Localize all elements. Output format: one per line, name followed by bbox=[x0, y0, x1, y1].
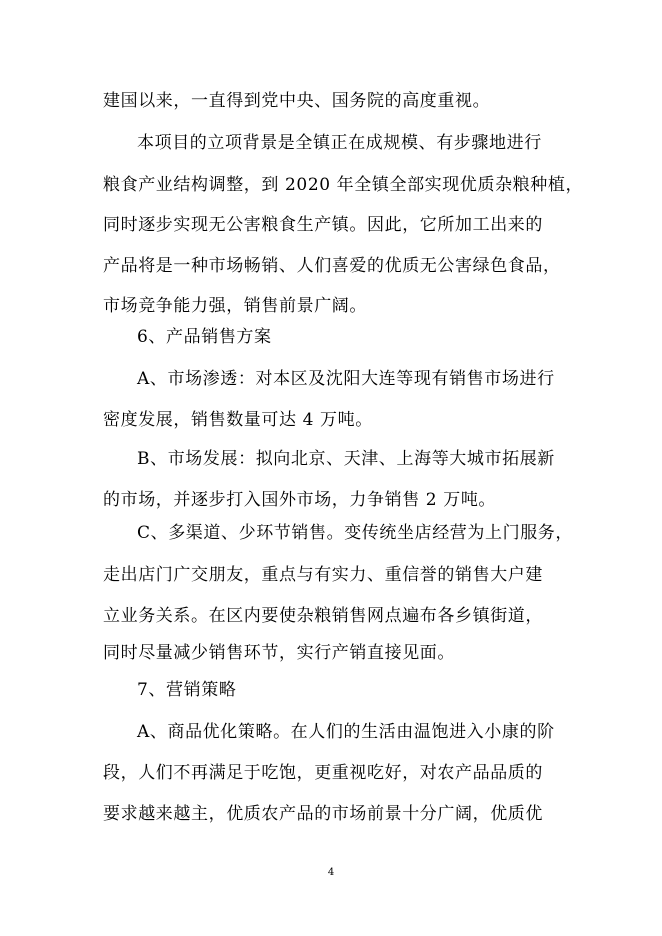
body-text-line: 走出店门广交朋友，重点与有实力、重信誉的销售大户建 bbox=[103, 565, 543, 585]
body-text-line: 密度发展，销售数量可达 4 万吨。 bbox=[103, 410, 373, 430]
body-text-line: 要求越来越主，优质农产品的市场前景十分广阔，优质优 bbox=[103, 804, 543, 824]
body-text-line: 产品将是一种市场畅销、人们喜爱的优质无公害绿色食品， bbox=[103, 256, 561, 276]
page-number: 4 bbox=[327, 867, 335, 878]
section-heading: 6、产品销售方案 bbox=[137, 327, 272, 347]
body-text-line: 同时逐步实现无公害粮食生产镇。因此，它所加工出来的 bbox=[103, 215, 543, 235]
section-heading: 7、营销策略 bbox=[137, 680, 237, 700]
body-text-line: 同时尽量减少销售环节，实行产销直接见面。 bbox=[103, 643, 455, 663]
body-text-line: 市场竞争能力强，销售前景广阔。 bbox=[103, 296, 367, 316]
paragraph-first-line: A、商品优化策略。在人们的生活由温饱进入小康的阶 bbox=[137, 722, 555, 742]
paragraph-first-line: C、多渠道、少环节销售。变传统坐店经营为上门服务， bbox=[137, 523, 574, 543]
body-text-line: 建国以来，一直得到党中央、国务院的高度重视。 bbox=[103, 91, 491, 111]
body-text-line: 的市场，并逐步打入国外市场，力争销售 2 万吨。 bbox=[103, 490, 497, 510]
paragraph-first-line: B、市场发展：拟向北京、天津、上海等大城市拓展新 bbox=[137, 449, 555, 469]
body-text-line: 立业务关系。在区内要使杂粮销售网点遍布各乡镇街道， bbox=[103, 606, 543, 626]
paragraph-first-line: 本项目的立项背景是全镇正在成规模、有步骤地进行 bbox=[137, 133, 542, 153]
body-text-line: 粮食产业结构调整，到 2020 年全镇全部实现优质杂粮种植， bbox=[103, 175, 584, 195]
body-text-line: 段，人们不再满足于吃饱，更重视吃好，对农产品品质的 bbox=[103, 763, 543, 783]
paragraph-first-line: A、市场渗透：对本区及沈阳大连等现有销售市场进行 bbox=[137, 369, 555, 389]
